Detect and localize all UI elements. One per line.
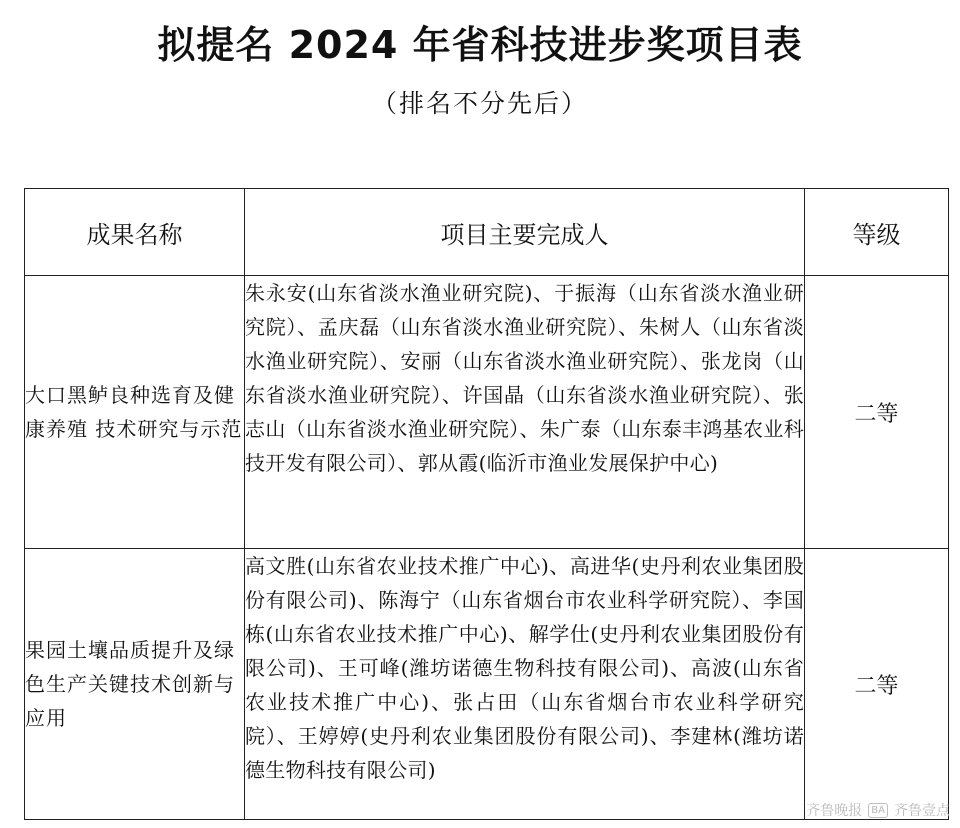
award-level-cell: 二等	[805, 549, 949, 820]
achievement-name-cell: 果园土壤品质提升及绿色生产关键技术创新与应用	[25, 549, 245, 820]
header-award-level: 等级	[805, 189, 949, 276]
table-row	[25, 549, 949, 820]
awards-table	[24, 188, 949, 820]
watermark-brand: 齐鲁晚报	[806, 803, 863, 819]
table-row	[25, 276, 949, 549]
page-title: 拟提名 2024 年省科技进步奖项目表	[157, 23, 803, 67]
page-subtitle: （排名不分先后）	[371, 89, 588, 118]
table-header-row	[25, 189, 949, 276]
watermark-app: 齐鲁壹点	[894, 803, 950, 819]
contributors-cell: 朱永安(山东省淡水渔业研究院)、于振海（山东省淡水渔业研究院）、孟庆磊（山东省淡水渔业研究院）、朱树人（山东省淡水渔业研究院）、安丽（山东省淡水渔业研究院）、张龙岗（山东省淡水渔业研究院）、许国晶（山东省淡水渔业研究院）、张志山（山东省淡水渔业研究院）、朱广泰（山东泰丰鸿基农业科技开发有限公司）、郭从霞(临沂市渔业发展保护中心)	[245, 276, 805, 549]
header-achievement-name: 成果名称	[25, 189, 245, 276]
contributors-cell: 高文胜(山东省农业技术推广中心)、高进华(史丹利农业集团股份有限公司)、陈海宁（山东省烟台市农业科学研究院）、李国栋(山东省农业技术推广中心)、解学仕(史丹利农业集团股份有限公司)、王可峰(潍坊诺德生物科技有限公司)、高波(山东省农业技术推广中心)、张占田（山东省烟台市农业科学研究院）、王婷婷(史丹利农业集团股份有限公司)、李建林(潍坊诺德生物科技有限公司)	[245, 549, 805, 820]
watermark	[806, 800, 950, 820]
watermark-badge-icon: BA	[868, 803, 888, 818]
award-level-cell: 二等	[805, 276, 949, 549]
header-main-contributors: 项目主要完成人	[245, 189, 805, 276]
achievement-name-cell: 大口黑鲈良种选育及健康养殖 技术研究与示范	[25, 276, 245, 549]
